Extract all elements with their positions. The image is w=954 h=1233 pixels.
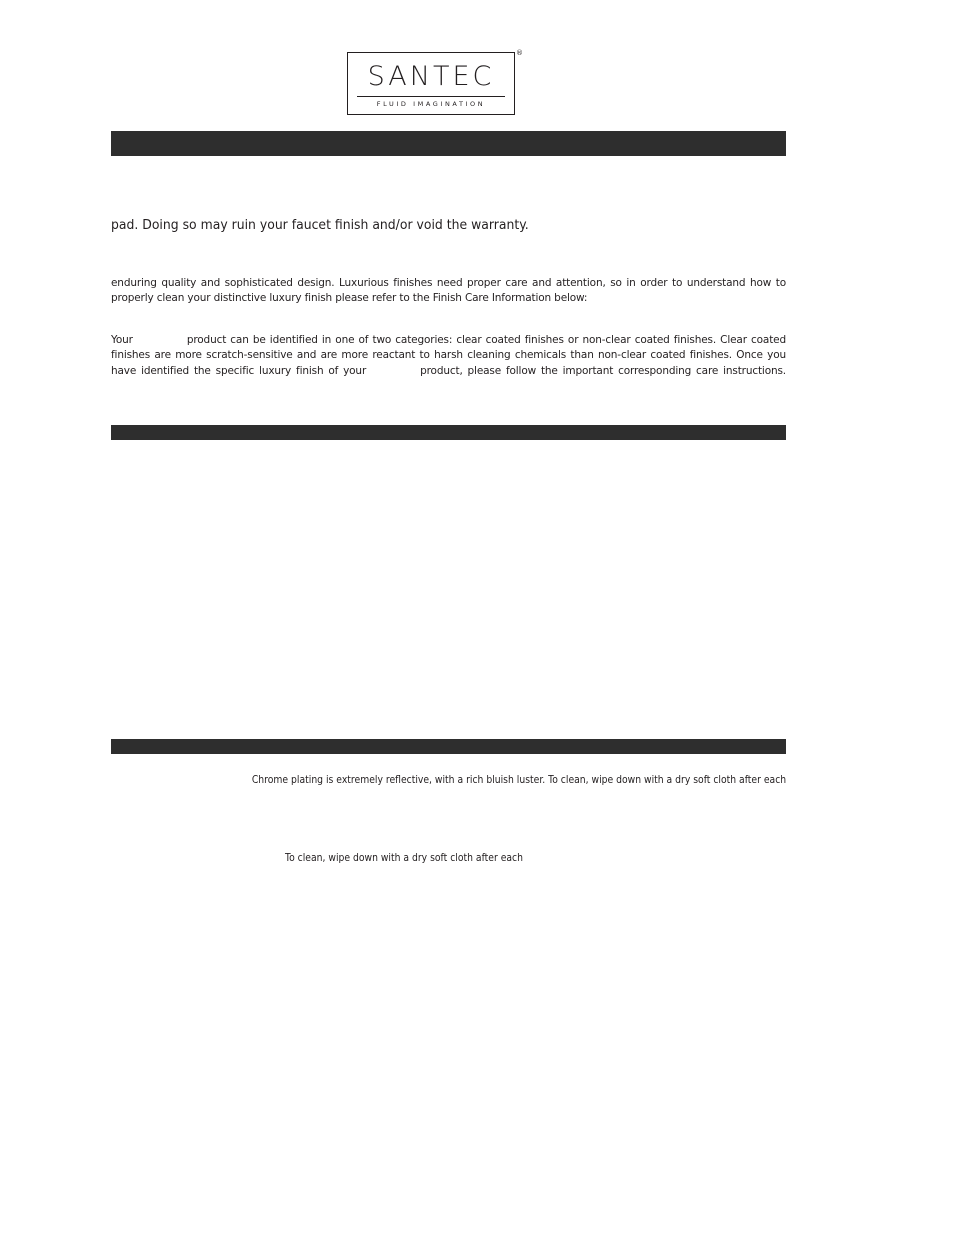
finish-clean-instruction: To clean, wipe down with a dry soft cloth after each	[285, 852, 523, 864]
section-header-bar-2	[111, 425, 786, 440]
categories-line-2: finishes are more scratch-sensitive and are more reactant to harsh cleaning chemicals than non-clear coated finishes. Once you	[111, 349, 786, 361]
categories-line-1-start: Your	[111, 334, 133, 346]
warranty-warning: pad. Doing so may ruin your faucet finish and/or void the warranty.	[111, 217, 529, 233]
categories-line-3-start: have identified the specific luxury finish of your	[111, 365, 367, 377]
chrome-finish-care: Chrome plating is extremely reflective, with a rich bluish luster. To clean, wipe down with a dry soft cloth after each	[251, 774, 786, 786]
intro-line-2: properly clean your distinctive luxury finish please refer to the Finish Care Information below:	[111, 292, 588, 304]
logo-tagline: FLUID IMAGINATION	[376, 100, 486, 108]
categories-line-1	[111, 333, 786, 348]
categories-line-1-end: product can be identified in one of two categories: clear coated finishes or non-clear coated finishes. Clear coated	[186, 334, 786, 346]
intro-line-1: enduring quality and sophisticated design. Luxurious finishes need proper care and attention, so in order to understand how to	[111, 277, 786, 289]
categories-line-3	[111, 364, 786, 379]
categories-line-3-end: product, please follow the important corresponding care instructions.	[420, 365, 786, 377]
logo-brand: SANTEC	[367, 61, 495, 92]
section-header-bar-1	[111, 131, 786, 156]
santec-logo	[347, 52, 515, 115]
registered-mark: ®	[516, 49, 523, 57]
section-header-bar-3	[111, 739, 786, 754]
logo-divider	[357, 96, 505, 97]
